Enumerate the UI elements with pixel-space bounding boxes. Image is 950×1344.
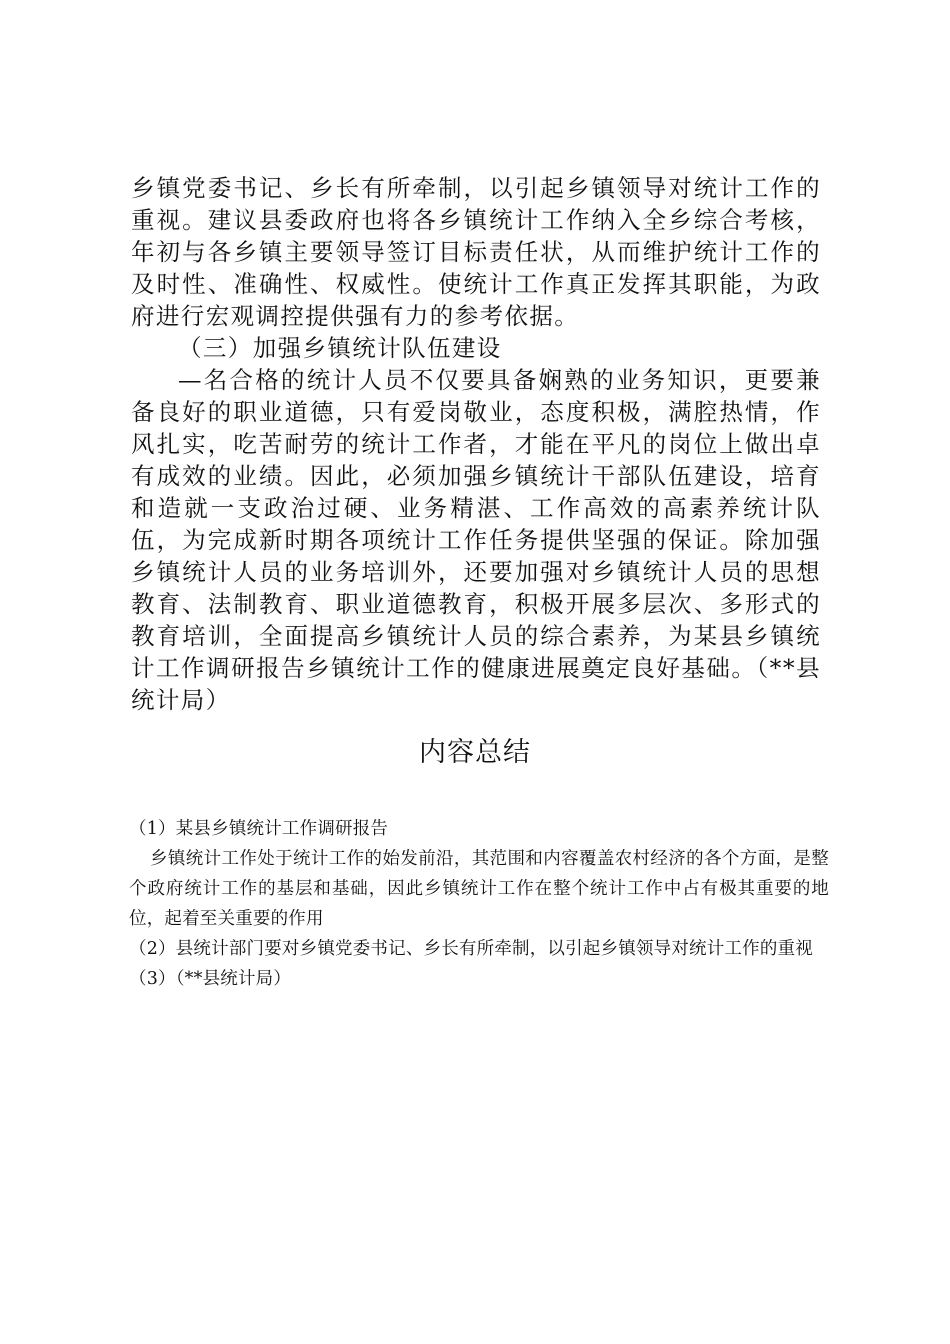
summary-title: 内容总结 xyxy=(419,737,531,768)
body-paragraph: —名合格的统计人员不仅要具备娴熟的业务知识，更要兼备良好的职业道德，只有爱岗敬业，态度积极，满腔热情，作风扎实，吃苦耐劳的统计工作者，才能在平凡的岗位上做出卓有成效的业绩。因此，必须加强乡镇统计干部队伍建设，培育和造就一支政治过硬、业务精湛、工作高效的高素养统计队伍，为完成新时期各项统计工作任务提供坚强的保证。除加强乡镇统计人员的业务培训外，还要加强对乡镇统计人员的思想教育、法制教育、职业道德教育，积极开展多层次、多形式的教育培训，全面提高乡镇统计人员的综合素养，为某县乡镇统计工作调研报告乡镇统计工作的健康进展奠定良好基础。（**县统计局） xyxy=(131,366,821,714)
summary-item-1-detail: 乡镇统计工作处于统计工作的始发前沿，其范围和内容覆盖农村经济的各个方面，是整个政府统计工作的基层和基础，因此乡镇统计工作在整个统计工作中占有极其重要的地位，起着至关重要的作用 xyxy=(129,849,829,929)
summary-section xyxy=(129,814,829,994)
summary-item-3: （3）（**县统计局） xyxy=(129,969,292,989)
section-heading: （三）加强乡镇统计队伍建设 xyxy=(178,334,502,362)
summary-item-2: （2）县统计部门要对乡镇党委书记、乡长有所牵制，以引起乡镇领导对统计工作的重视 xyxy=(129,939,813,959)
body-text xyxy=(131,172,821,716)
body-paragraph: 乡镇党委书记、乡长有所牵制，以引起乡镇领导对统计工作的重视。建议县委政府也将各乡镇统计工作纳入全乡综合考核，年初与各乡镇主要领导签订目标责任状，从而维护统计工作的及时性、准确性、权威性。使统计工作真正发挥其职能，为政府进行宏观调控提供强有力的参考依据。 xyxy=(131,174,821,330)
summary-item-1: （1）某县乡镇统计工作调研报告 xyxy=(129,819,389,839)
